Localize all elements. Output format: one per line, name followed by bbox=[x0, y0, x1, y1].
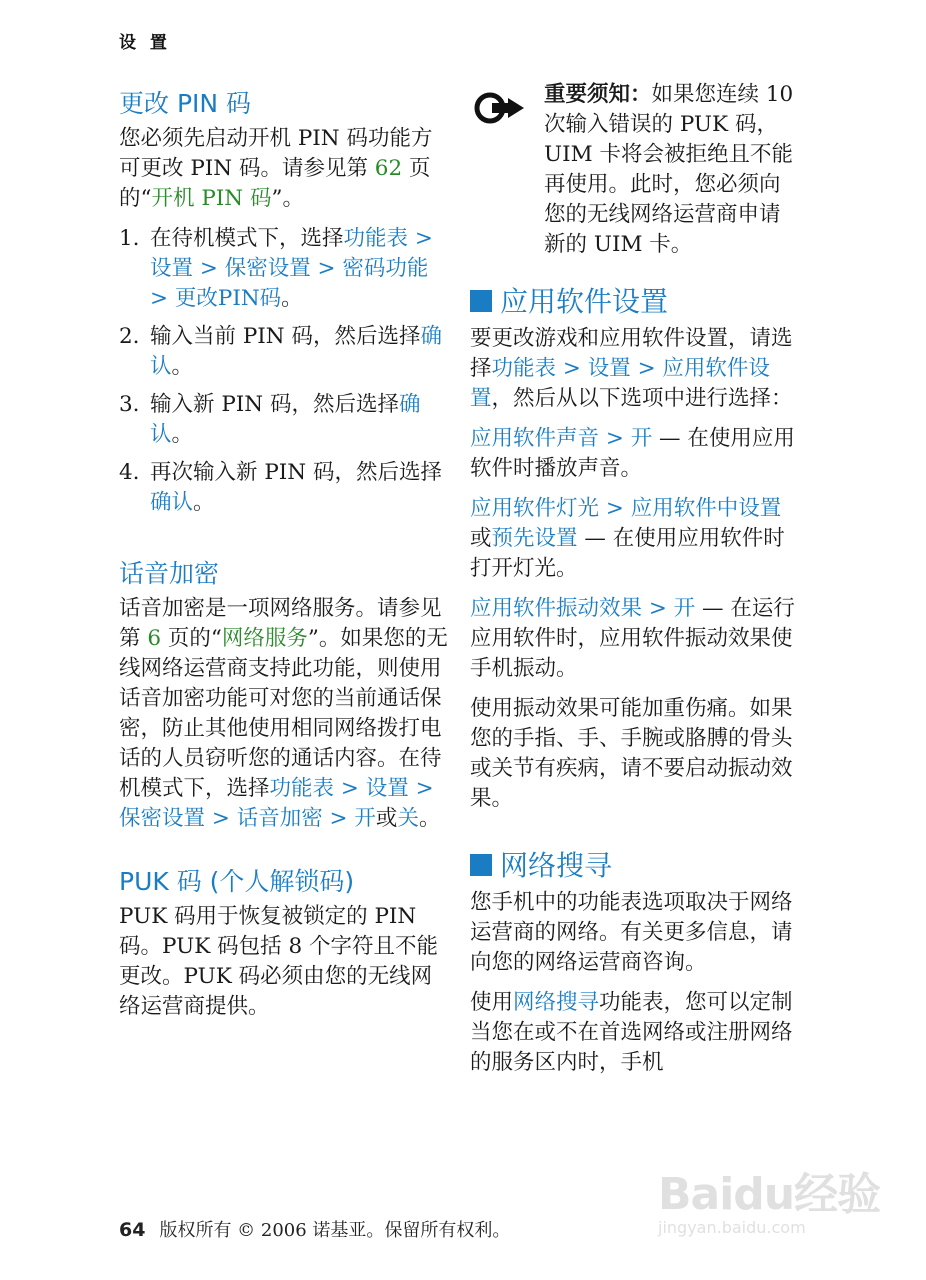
cross-ref-link[interactable]: 开机 PIN 码 bbox=[151, 186, 272, 211]
page-number: 64 bbox=[119, 1219, 146, 1241]
running-head: 设 置 bbox=[119, 33, 171, 53]
page-footer bbox=[119, 1216, 510, 1242]
hand-pointer-icon bbox=[472, 88, 526, 128]
section-title-puk: PUK 码 (个人解锁码) bbox=[119, 867, 355, 896]
list-item: 2. 输入当前 PIN 码，然后选择确认。 bbox=[119, 324, 442, 379]
network-search-body-2: 使用网络搜寻功能表，您可以定制当您在或不在首选网络或注册网络的服务区内时，手机 bbox=[470, 990, 793, 1075]
change-pin-steps bbox=[119, 224, 449, 518]
option-app-light: 应用软件灯光 > 应用软件中设置或预先设置 — 在使用应用软件时打开灯光。 bbox=[470, 496, 785, 581]
list-item: 1. 在待机模式下，选择功能表 > 设置 > 保密设置 > 密码功能 > 更改PIN码。 bbox=[119, 226, 433, 311]
change-pin-intro: 您必须先启动开机 PIN 码功能方可更改 PIN 码。请参见第 62 页的“开机 PIN 码”。 bbox=[119, 126, 433, 211]
list-item: 3. 输入新 PIN 码，然后选择确认。 bbox=[119, 392, 421, 447]
app-settings-intro: 要更改游戏和应用软件设置，请选择功能表 > 设置 > 应用软件设置，然后从以下选项中进行选择： bbox=[470, 326, 793, 411]
puk-body: PUK 码用于恢复被锁定的 PIN 码。PUK 码包括 8 个字符且不能更改。PUK 码必须由您的无线网络运营商提供。 bbox=[119, 904, 438, 1019]
option-app-sound: 应用软件声音 > 开 — 在使用应用软件时播放声音。 bbox=[470, 426, 795, 481]
right-column bbox=[470, 80, 800, 1088]
section-title-app-settings: 应用软件设置 bbox=[470, 286, 800, 318]
section-title-change-pin: 更改 PIN 码 bbox=[119, 89, 252, 118]
page-ref-link[interactable]: 62 bbox=[374, 156, 403, 181]
left-column bbox=[119, 80, 449, 1032]
copyright-text: 版权所有 © 2006 诺基亚。保留所有权利。 bbox=[159, 1220, 511, 1241]
network-search-body: 您手机中的功能表选项取决于网络运营商的网络。有关更多信息，请向您的网络运营商咨询。 bbox=[470, 890, 793, 975]
important-note: 重要须知：如果您连续 10 次输入错误的 PUK 码，UIM 卡将会被拒绝且不能再使用。此时，您必须向您的无线网络运营商申请新的 UIM 卡。 bbox=[470, 80, 800, 260]
section-title-voice-privacy: 话音加密 bbox=[119, 559, 220, 588]
section-bullet-square bbox=[470, 290, 492, 312]
section-bullet-square bbox=[470, 854, 492, 876]
list-item: 4. 再次输入新 PIN 码，然后选择确认。 bbox=[119, 460, 442, 515]
section-title-network-search: 网络搜寻 bbox=[470, 850, 800, 882]
voice-privacy-body: 话音加密是一项网络服务。请参见第 6 页的“网络服务”。如果您的无线网络运营商支持此功能，则使用话音加密功能可对您的当前通话保密，防止其他使用相同网络拨打电话的人员窃听您的通话内容。在待机模式下，选择功能表 > 设置 > 保密设置 > 话音加密 > 开或关。 bbox=[119, 596, 448, 831]
vibration-warning: 使用振动效果可能加重伤痛。如果您的手指、手、手腕或胳膊的骨头或关节有疾病，请不要启动振动效果。 bbox=[470, 696, 793, 811]
option-app-vibration: 应用软件振动效果 > 开 — 在运行应用软件时，应用软件振动效果使手机振动。 bbox=[470, 596, 795, 681]
watermark-logo: Baidu经验 jingyan.baidu.com bbox=[658, 1169, 881, 1237]
